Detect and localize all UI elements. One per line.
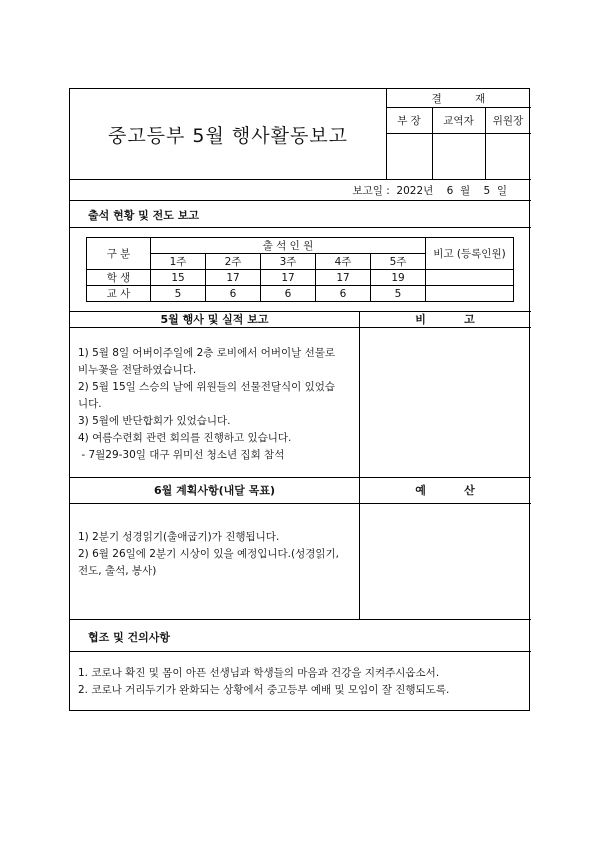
attendance-value: 5: [371, 286, 426, 302]
page-title: 중고등부 5월 행사활동보고: [107, 124, 349, 147]
approval-role-manager: 부 장: [397, 114, 421, 127]
report-line: 니다.: [78, 398, 102, 410]
attendance-category-header: 구 분: [87, 238, 151, 270]
attendance-value: 17: [206, 270, 261, 286]
attendance-table: [86, 237, 514, 302]
june-plan-body: [78, 529, 358, 580]
plan-line: 전도, 출석, 봉사): [78, 565, 157, 577]
cooperation-line: 2. 코로나 거리두기가 완화되는 상황에서 중고등부 예배 및 모임이 잘 진행되도록.: [78, 684, 450, 696]
week-header: 2주: [206, 254, 261, 270]
june-plan-side-header: 예 산: [415, 484, 475, 497]
week-header: 4주: [316, 254, 371, 270]
table-row: [87, 286, 514, 302]
attendance-value: 6: [206, 286, 261, 302]
report-line: 4) 여름수련회 관련 회의를 진행하고 있습니다.: [78, 432, 292, 444]
june-plan-header: 6월 계획사항(내달 목표): [153, 484, 275, 497]
cooperation-body: [78, 665, 528, 699]
cooperation-line: 1. 코로나 확진 및 몸이 아픈 선생님과 학생들의 마음과 건강을 지켜주시옵소서.: [78, 667, 440, 679]
attendance-value: 6: [261, 286, 316, 302]
row-label-teachers: 교 사: [87, 286, 151, 302]
attendance-group-header: 출 석 인 원: [151, 238, 426, 254]
attendance-section-title: 출석 현황 및 전도 보고: [88, 209, 199, 222]
cooperation-header: 협조 및 건의사항: [88, 631, 171, 644]
attendance-value: 17: [261, 270, 316, 286]
report-line: 1) 5월 8일 어버이주일에 2층 로비에서 어버이날 선물로: [78, 347, 336, 359]
approval-sign-manager[interactable]: [387, 134, 431, 178]
attendance-value: 15: [151, 270, 206, 286]
report-document: [69, 88, 530, 711]
attendance-note[interactable]: [426, 286, 514, 302]
row-label-students: 학 생: [87, 270, 151, 286]
approval-role-chair: 위원장: [492, 114, 524, 127]
report-line: - 7월29-30일 대구 위미선 청소년 집회 참석: [78, 449, 285, 461]
attendance-value: 19: [371, 270, 426, 286]
may-report-side-header: 비 고: [415, 313, 475, 326]
approval-header: 결 재: [431, 92, 486, 105]
attendance-value: 17: [316, 270, 371, 286]
week-header: 5주: [371, 254, 426, 270]
report-line: 3) 5월에 반단합회가 있었습니다.: [78, 415, 231, 427]
report-date: 보고일 : 2022년 6 월 5 일: [352, 185, 507, 197]
may-report-header: 5월 행사 및 실적 보고: [160, 313, 269, 326]
report-line: 비누꽃을 전달하였습니다.: [78, 364, 197, 376]
attendance-note[interactable]: [426, 270, 514, 286]
report-line: 2) 5월 15일 스승의 날에 위원들의 선물전달식이 있었습: [78, 381, 336, 393]
table-row: [87, 270, 514, 286]
week-header: 3주: [261, 254, 316, 270]
week-header: 1주: [151, 254, 206, 270]
plan-line: 2) 6월 26일에 2분기 시상이 있을 예정입니다.(성경읽기,: [78, 548, 340, 560]
attendance-value: 6: [316, 286, 371, 302]
attendance-note-header: 비고 (등록인원): [426, 238, 514, 270]
plan-line: 1) 2분기 성경읽기(출애굽기)가 진행됩니다.: [78, 531, 280, 543]
approval-sign-pastor[interactable]: [433, 134, 484, 178]
attendance-value: 5: [151, 286, 206, 302]
approval-role-pastor: 교역자: [443, 114, 474, 127]
may-report-body: [78, 345, 358, 464]
approval-sign-chair[interactable]: [486, 134, 530, 178]
